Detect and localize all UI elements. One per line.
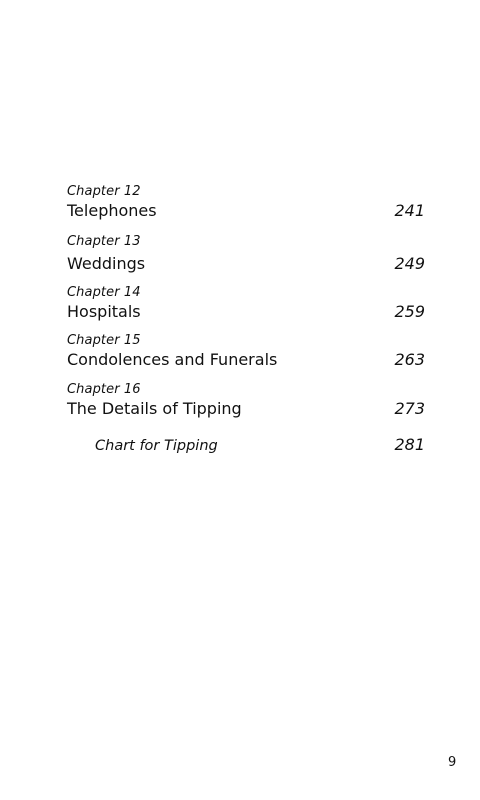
- chapter-title: Hospitals: [67, 302, 141, 321]
- toc-row: [67, 398, 427, 420]
- toc-row: [67, 253, 427, 275]
- chapter-title: Weddings: [67, 254, 146, 273]
- chapter-title: Condolences and Funerals: [67, 350, 278, 369]
- table-of-contents: [67, 184, 427, 454]
- chapter-label: Chapter 15: [67, 333, 141, 348]
- chapter-label: Chapter 13: [67, 234, 141, 249]
- page-number: 281: [394, 435, 425, 454]
- toc-entry-chapter-14: [67, 285, 427, 323]
- page-folio: 9: [448, 755, 457, 770]
- page-number: 263: [394, 350, 425, 369]
- toc-entry-chapter-12: [67, 184, 427, 222]
- page-number: 241: [394, 201, 425, 220]
- toc-row: [67, 200, 427, 222]
- chapter-label: Chapter 12: [67, 184, 141, 199]
- toc-row: [67, 349, 427, 371]
- toc-entry-chapter-15: [67, 333, 427, 371]
- sub-entry-title: Chart for Tipping: [95, 438, 218, 454]
- toc-entry-chapter-13: [67, 234, 427, 275]
- chapter-title: The Details of Tipping: [67, 399, 242, 418]
- toc-entry-chapter-16: [67, 382, 427, 420]
- toc-row: [67, 434, 427, 456]
- toc-row: [67, 301, 427, 323]
- page-number: 249: [394, 254, 425, 273]
- chapter-label: Chapter 16: [67, 382, 141, 397]
- toc-sub-entry-chart-for-tipping: [67, 434, 427, 456]
- page-number: 259: [394, 302, 425, 321]
- page-number: 273: [394, 399, 425, 418]
- chapter-label: Chapter 14: [67, 285, 141, 300]
- chapter-title: Telephones: [67, 201, 157, 220]
